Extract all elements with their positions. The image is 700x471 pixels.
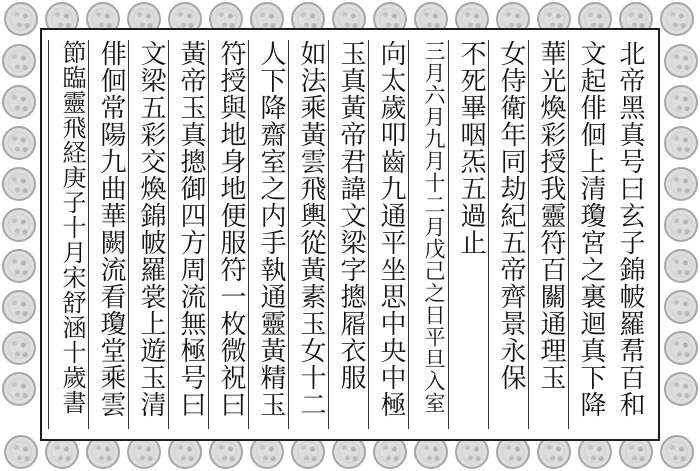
column-text: 黃帝玉真摠御四方周流無極号曰 <box>176 40 206 418</box>
column-text: 符授與地身地便服符一枚微祝曰 <box>216 40 246 418</box>
medallion-ornament <box>664 44 698 78</box>
text-column <box>208 40 252 429</box>
medallion-ornament <box>2 208 36 242</box>
column-text: 向太歲叩齒九通平坐思中央中極 <box>376 40 406 418</box>
medallion-ornament <box>664 126 698 160</box>
column-text: 文梁五彩交煥錦帔羅裳上遊玉清 <box>136 40 166 418</box>
text-column <box>368 40 412 429</box>
text-column <box>128 40 172 429</box>
medallion-ornament <box>4 435 38 469</box>
column-text: 人下降齋室之内手執通靈黃精玉 <box>256 40 286 418</box>
medallion-ornament <box>2 85 36 119</box>
column-text: 不死畢咽炁五過止 <box>456 40 486 256</box>
text-column <box>248 40 292 429</box>
text-column <box>448 40 492 429</box>
text-column <box>48 40 92 429</box>
column-text: 女侍衛年同劫紀五帝齊景永保 <box>496 40 526 391</box>
text-column <box>288 40 332 429</box>
text-column <box>88 40 132 429</box>
medallion-ornament <box>4 2 38 36</box>
column-text: 北帝黑真号曰玄子錦帔羅帬百和 <box>615 40 645 418</box>
medallion-ornament <box>664 85 698 119</box>
medallion-ornament <box>2 290 36 324</box>
column-text: 玉真黃帝君諱文梁字摠㞛衣服 <box>336 40 366 391</box>
text-column <box>488 40 532 429</box>
text-column <box>328 40 372 429</box>
column-text: 如法乘黃雲飛輿從黃素玉女十二 <box>296 40 326 418</box>
column-text: 節臨靈飛経庚子十月宋舒涵十歲書 <box>58 40 86 415</box>
medallion-ornament <box>664 208 698 242</box>
medallion-ornament <box>660 2 694 36</box>
calligraphy-panel <box>40 28 660 441</box>
medallion-ornament <box>2 372 36 406</box>
medallion-ornament <box>2 44 36 78</box>
medallion-ornament <box>2 126 36 160</box>
text-column <box>528 40 572 429</box>
text-column <box>568 40 612 429</box>
text-column <box>408 40 452 429</box>
medallion-ornament <box>2 167 36 201</box>
medallion-ornament <box>664 372 698 406</box>
medallion-ornament <box>2 249 36 283</box>
medallion-ornament <box>664 290 698 324</box>
column-text: 三月六月九月十二月戊己之日平旦入室 <box>422 40 446 414</box>
medallion-ornament <box>660 435 694 469</box>
column-text: 華光煥彩授我靈符百關通理玉 <box>536 40 566 391</box>
medallion-ornament <box>664 167 698 201</box>
column-text: 文起俳佪上清瓊宮之裏迴真下降 <box>576 40 606 418</box>
text-column <box>608 40 652 429</box>
text-column <box>168 40 212 429</box>
medallion-ornament <box>664 249 698 283</box>
medallion-ornament <box>664 331 698 365</box>
column-text: 俳佪常陽九曲華闕流看瓊堂乘雲 <box>96 40 126 418</box>
medallion-ornament <box>2 331 36 365</box>
